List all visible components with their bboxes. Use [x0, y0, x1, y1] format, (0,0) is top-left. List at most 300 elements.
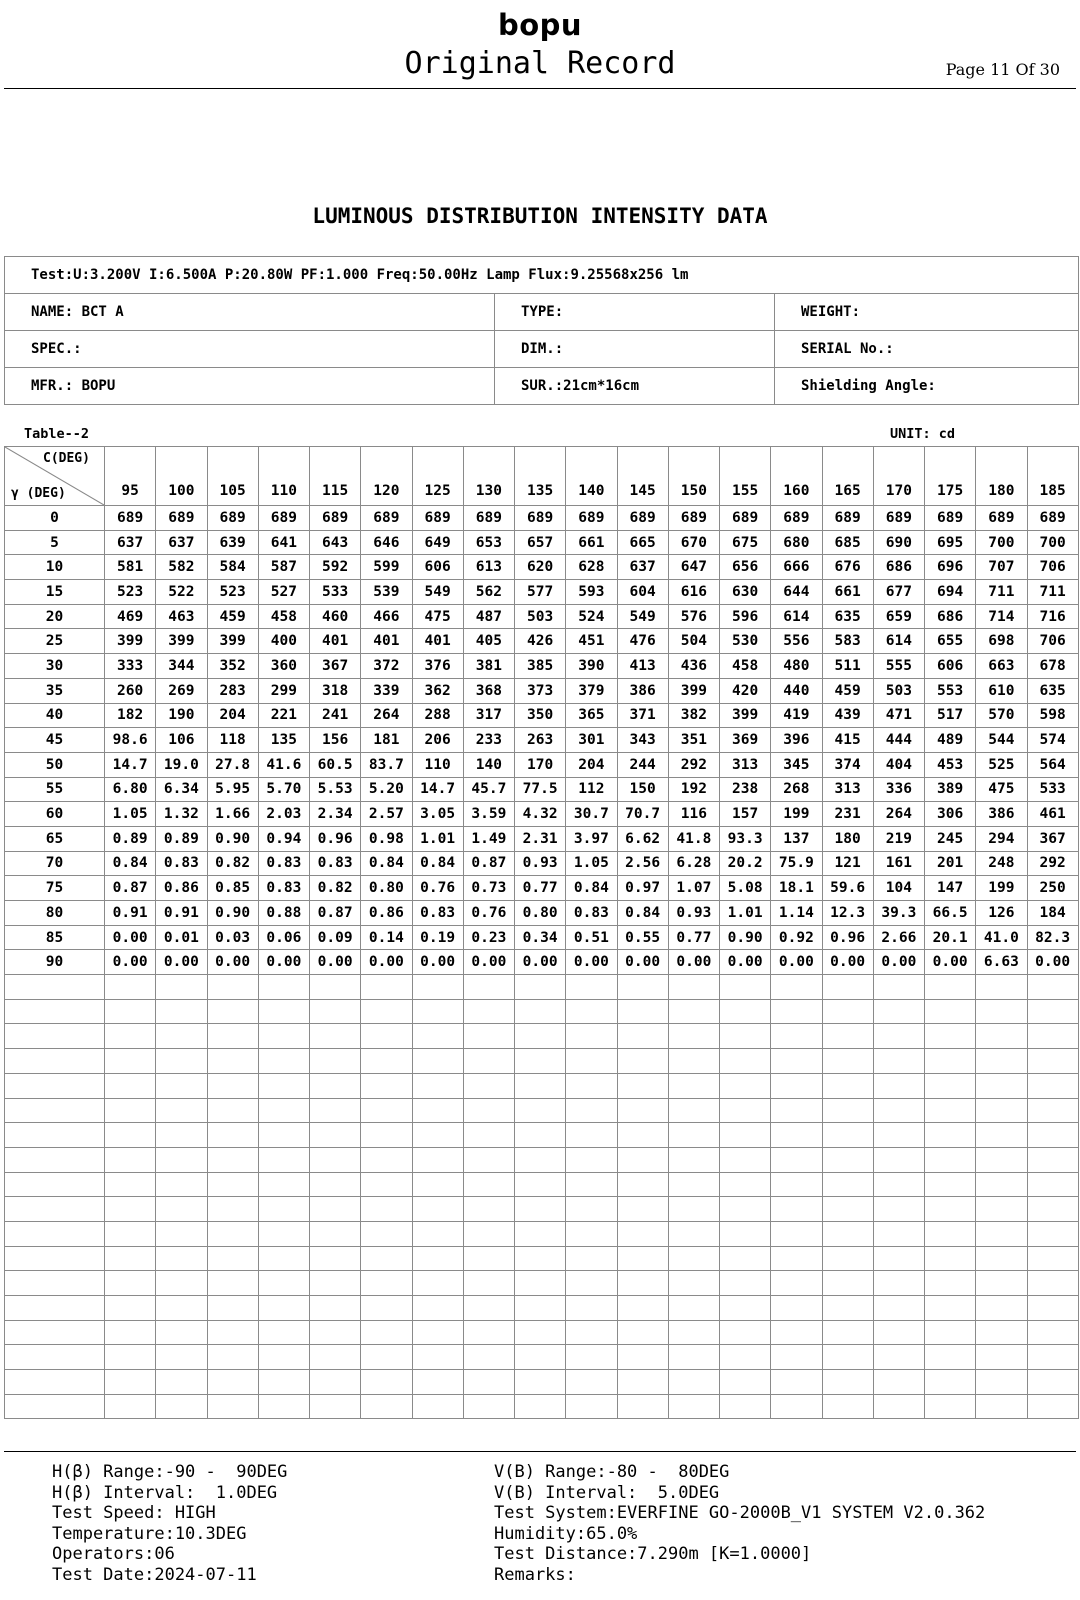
empty-cell	[1027, 1370, 1078, 1395]
empty-cell	[925, 1073, 976, 1098]
empty-cell	[720, 1296, 771, 1321]
empty-cell	[258, 1271, 309, 1296]
intensity-cell: 157	[720, 802, 771, 827]
intensity-cell: 264	[873, 802, 924, 827]
empty-cell	[207, 1073, 258, 1098]
empty-cell	[105, 1370, 156, 1395]
empty-cell	[822, 975, 873, 1000]
empty-cell	[463, 1073, 514, 1098]
intensity-cell: 0.83	[310, 851, 361, 876]
intensity-cell: 666	[771, 555, 822, 580]
empty-cell	[515, 1098, 566, 1123]
intensity-cell: 689	[668, 506, 719, 531]
empty-cell	[463, 1098, 514, 1123]
empty-cell	[258, 1172, 309, 1197]
empty-cell	[105, 1221, 156, 1246]
intensity-cell: 689	[925, 506, 976, 531]
intensity-cell: 5.70	[258, 777, 309, 802]
intensity-cell: 264	[361, 703, 412, 728]
intensity-cell: 93.3	[720, 826, 771, 851]
intensity-cell: 459	[822, 678, 873, 703]
table-row	[5, 802, 1079, 827]
empty-cell	[105, 1147, 156, 1172]
intensity-cell: 14.7	[412, 777, 463, 802]
intensity-cell: 0.00	[412, 950, 463, 975]
intensity-cell: 0.80	[515, 901, 566, 926]
empty-cell	[258, 1320, 309, 1345]
empty-cell	[822, 1345, 873, 1370]
intensity-cell: 313	[720, 752, 771, 777]
empty-cell	[412, 1073, 463, 1098]
intensity-cell: 2.03	[258, 802, 309, 827]
intensity-cell: 231	[822, 802, 873, 827]
empty-cell	[617, 1246, 668, 1271]
empty-cell	[207, 1197, 258, 1222]
intensity-cell: 0.84	[566, 876, 617, 901]
empty-cell	[925, 1098, 976, 1123]
empty-cell	[1027, 1271, 1078, 1296]
intensity-cell: 238	[720, 777, 771, 802]
intensity-cell: 116	[668, 802, 719, 827]
intensity-cell: 367	[310, 654, 361, 679]
empty-cell	[310, 999, 361, 1024]
intensity-cell: 689	[156, 506, 207, 531]
table-row	[5, 876, 1079, 901]
intensity-cell: 689	[207, 506, 258, 531]
empty-cell	[771, 1370, 822, 1395]
empty-row	[5, 1296, 1079, 1321]
empty-cell	[156, 1172, 207, 1197]
empty-cell	[925, 1394, 976, 1419]
empty-cell	[515, 975, 566, 1000]
intensity-cell: 0.00	[207, 950, 258, 975]
empty-cell	[412, 1221, 463, 1246]
empty-cell	[463, 1172, 514, 1197]
empty-cell	[258, 1073, 309, 1098]
intensity-cell: 135	[258, 728, 309, 753]
intensity-cell: 371	[617, 703, 668, 728]
empty-cell	[566, 1172, 617, 1197]
intensity-cell: 635	[1027, 678, 1078, 703]
empty-cell	[207, 1098, 258, 1123]
intensity-cell: 0.03	[207, 925, 258, 950]
empty-cell	[156, 1271, 207, 1296]
intensity-cell: 564	[1027, 752, 1078, 777]
empty-cell	[925, 1345, 976, 1370]
intensity-cell: 711	[1027, 580, 1078, 605]
empty-cell	[1027, 975, 1078, 1000]
empty-cell	[668, 1049, 719, 1074]
intensity-cell: 0.00	[771, 950, 822, 975]
empty-cell	[515, 1049, 566, 1074]
weight-field: WEIGHT:	[775, 294, 1079, 331]
empty-cell	[1027, 1221, 1078, 1246]
empty-cell	[720, 1221, 771, 1246]
intensity-cell: 248	[976, 851, 1027, 876]
empty-cell	[207, 1246, 258, 1271]
empty-cell	[668, 1221, 719, 1246]
intensity-cell: 0.82	[310, 876, 361, 901]
intensity-cell: 0.89	[105, 826, 156, 851]
intensity-cell: 0.00	[720, 950, 771, 975]
gamma-cell: 30	[5, 654, 105, 679]
empty-cell	[515, 1147, 566, 1172]
intensity-cell: 460	[310, 604, 361, 629]
intensity-cell: 0.85	[207, 876, 258, 901]
empty-cell	[310, 1197, 361, 1222]
column-header: 105	[207, 447, 258, 506]
test-info-table	[4, 256, 1079, 405]
empty-cell	[1027, 1098, 1078, 1123]
empty-row	[5, 1073, 1079, 1098]
intensity-cell: 584	[207, 555, 258, 580]
empty-cell	[720, 1320, 771, 1345]
empty-cell	[310, 1320, 361, 1345]
empty-cell	[925, 1246, 976, 1271]
intensity-cell: 386	[976, 802, 1027, 827]
intensity-cell: 362	[412, 678, 463, 703]
empty-cell	[156, 975, 207, 1000]
empty-cell	[822, 999, 873, 1024]
empty-cell	[258, 1098, 309, 1123]
empty-cell	[5, 1320, 105, 1345]
intensity-cell: 184	[1027, 901, 1078, 926]
empty-cell	[771, 1073, 822, 1098]
empty-cell	[156, 1320, 207, 1345]
empty-cell	[1027, 1123, 1078, 1148]
empty-cell	[1027, 1394, 1078, 1419]
empty-cell	[617, 1345, 668, 1370]
gamma-cell: 90	[5, 950, 105, 975]
empty-cell	[976, 1147, 1027, 1172]
empty-cell	[668, 1024, 719, 1049]
empty-cell	[412, 1098, 463, 1123]
empty-cell	[5, 1123, 105, 1148]
empty-cell	[207, 1147, 258, 1172]
empty-cell	[361, 1320, 412, 1345]
empty-cell	[771, 1320, 822, 1345]
empty-cell	[1027, 1024, 1078, 1049]
empty-cell	[463, 1345, 514, 1370]
empty-cell	[258, 1394, 309, 1419]
empty-cell	[105, 999, 156, 1024]
intensity-cell: 706	[1027, 555, 1078, 580]
empty-row	[5, 1197, 1079, 1222]
empty-cell	[925, 975, 976, 1000]
intensity-cell: 386	[617, 678, 668, 703]
intensity-cell: 5.20	[361, 777, 412, 802]
empty-cell	[976, 999, 1027, 1024]
intensity-table	[4, 446, 1079, 1419]
intensity-cell: 343	[617, 728, 668, 753]
intensity-cell: 637	[105, 530, 156, 555]
empty-cell	[668, 1246, 719, 1271]
empty-cell	[720, 1098, 771, 1123]
empty-cell	[361, 1049, 412, 1074]
intensity-cell: 593	[566, 580, 617, 605]
intensity-cell: 313	[822, 777, 873, 802]
intensity-cell: 503	[873, 678, 924, 703]
intensity-cell: 268	[771, 777, 822, 802]
empty-cell	[720, 1345, 771, 1370]
empty-cell	[873, 975, 924, 1000]
intensity-cell: 0.96	[822, 925, 873, 950]
empty-cell	[361, 1246, 412, 1271]
empty-cell	[412, 1246, 463, 1271]
empty-cell	[156, 1024, 207, 1049]
table-row	[5, 728, 1079, 753]
intensity-cell: 0.14	[361, 925, 412, 950]
empty-cell	[1027, 1073, 1078, 1098]
intensity-cell: 647	[668, 555, 719, 580]
empty-cell	[976, 1172, 1027, 1197]
intensity-cell: 689	[617, 506, 668, 531]
intensity-cell: 576	[668, 604, 719, 629]
empty-cell	[156, 1345, 207, 1370]
empty-cell	[258, 1345, 309, 1370]
empty-cell	[207, 975, 258, 1000]
table-row	[5, 555, 1079, 580]
table-row	[5, 530, 1079, 555]
empty-cell	[310, 1098, 361, 1123]
empty-cell	[668, 1172, 719, 1197]
empty-cell	[976, 1370, 1027, 1395]
empty-cell	[976, 1271, 1027, 1296]
intensity-cell: 0.90	[720, 925, 771, 950]
empty-cell	[976, 1221, 1027, 1246]
intensity-cell: 368	[463, 678, 514, 703]
intensity-cell: 106	[156, 728, 207, 753]
empty-cell	[5, 1246, 105, 1271]
empty-cell	[873, 1320, 924, 1345]
empty-cell	[5, 1394, 105, 1419]
intensity-cell: 206	[412, 728, 463, 753]
intensity-cell: 306	[925, 802, 976, 827]
empty-cell	[873, 1172, 924, 1197]
empty-row	[5, 1320, 1079, 1345]
intensity-cell: 522	[156, 580, 207, 605]
intensity-cell: 714	[976, 604, 1027, 629]
table-row	[5, 629, 1079, 654]
intensity-cell: 104	[873, 876, 924, 901]
temperature: Temperature:10.3DEG	[52, 1523, 247, 1544]
empty-cell	[566, 1049, 617, 1074]
intensity-cell: 401	[412, 629, 463, 654]
empty-cell	[1027, 1172, 1078, 1197]
intensity-cell: 0.77	[668, 925, 719, 950]
empty-cell	[720, 1394, 771, 1419]
empty-cell	[207, 1370, 258, 1395]
intensity-cell: 630	[720, 580, 771, 605]
empty-cell	[771, 1172, 822, 1197]
column-header: 180	[976, 447, 1027, 506]
empty-cell	[310, 1345, 361, 1370]
intensity-cell: 399	[668, 678, 719, 703]
intensity-cell: 0.73	[463, 876, 514, 901]
gamma-cell: 75	[5, 876, 105, 901]
table-row	[5, 654, 1079, 679]
empty-cell	[258, 975, 309, 1000]
intensity-cell: 574	[1027, 728, 1078, 753]
column-header: 130	[463, 447, 514, 506]
empty-cell	[156, 1197, 207, 1222]
empty-cell	[207, 999, 258, 1024]
empty-row	[5, 1049, 1079, 1074]
gamma-axis-label: γ (DEG)	[11, 486, 66, 501]
intensity-cell: 0.09	[310, 925, 361, 950]
empty-cell	[515, 1394, 566, 1419]
type-field: TYPE:	[495, 294, 775, 331]
intensity-cell: 27.8	[207, 752, 258, 777]
intensity-cell: 19.0	[156, 752, 207, 777]
table-row	[5, 777, 1079, 802]
intensity-cell: 0.01	[156, 925, 207, 950]
column-header: 160	[771, 447, 822, 506]
intensity-cell: 241	[310, 703, 361, 728]
name-field: NAME: BCT A	[5, 294, 495, 331]
empty-cell	[5, 1049, 105, 1074]
empty-cell	[771, 1098, 822, 1123]
h-range: H(β) Range:-90 - 90DEG	[52, 1462, 288, 1482]
intensity-cell: 453	[925, 752, 976, 777]
empty-cell	[361, 1197, 412, 1222]
intensity-cell: 677	[873, 580, 924, 605]
intensity-cell: 440	[771, 678, 822, 703]
empty-cell	[976, 1098, 1027, 1123]
empty-cell	[873, 1024, 924, 1049]
empty-cell	[873, 1221, 924, 1246]
intensity-cell: 6.80	[105, 777, 156, 802]
empty-cell	[617, 1049, 668, 1074]
intensity-cell: 1.01	[412, 826, 463, 851]
intensity-cell: 659	[873, 604, 924, 629]
intensity-cell: 604	[617, 580, 668, 605]
table-label: Table--2	[24, 426, 90, 442]
empty-cell	[5, 999, 105, 1024]
empty-cell	[310, 1147, 361, 1172]
h-interval: H(β) Interval: 1.0DEG	[52, 1482, 278, 1503]
empty-cell	[771, 975, 822, 1000]
empty-cell	[822, 1197, 873, 1222]
empty-cell	[566, 1271, 617, 1296]
empty-cell	[463, 1147, 514, 1172]
empty-cell	[720, 1123, 771, 1148]
empty-cell	[617, 1271, 668, 1296]
intensity-cell: 118	[207, 728, 258, 753]
intensity-cell: 656	[720, 555, 771, 580]
intensity-cell: 0.06	[258, 925, 309, 950]
empty-cell	[566, 1345, 617, 1370]
empty-cell	[925, 1123, 976, 1148]
intensity-cell: 549	[617, 604, 668, 629]
intensity-cell: 0.98	[361, 826, 412, 851]
empty-cell	[463, 1221, 514, 1246]
remarks: Remarks:	[494, 1564, 576, 1585]
intensity-cell: 475	[976, 777, 1027, 802]
empty-cell	[822, 1123, 873, 1148]
intensity-cell: 0.00	[925, 950, 976, 975]
empty-cell	[925, 1221, 976, 1246]
empty-cell	[720, 1197, 771, 1222]
empty-cell	[822, 1147, 873, 1172]
intensity-cell: 685	[822, 530, 873, 555]
dim-field: DIM.:	[495, 331, 775, 368]
empty-row	[5, 1123, 1079, 1148]
intensity-cell: 680	[771, 530, 822, 555]
intensity-cell: 6.34	[156, 777, 207, 802]
test-conditions: Test:U:3.200V I:6.500A P:20.80W PF:1.000 Freq:50.00Hz Lamp Flux:9.25568x256 lm	[5, 257, 1079, 294]
intensity-cell: 0.00	[156, 950, 207, 975]
intensity-cell: 201	[925, 851, 976, 876]
intensity-cell: 2.34	[310, 802, 361, 827]
empty-cell	[463, 1197, 514, 1222]
empty-cell	[412, 1370, 463, 1395]
intensity-cell: 0.00	[873, 950, 924, 975]
intensity-cell: 3.59	[463, 802, 514, 827]
intensity-cell: 339	[361, 678, 412, 703]
intensity-cell: 288	[412, 703, 463, 728]
intensity-cell: 614	[873, 629, 924, 654]
empty-row	[5, 999, 1079, 1024]
empty-cell	[105, 1123, 156, 1148]
intensity-cell: 77.5	[515, 777, 566, 802]
empty-cell	[105, 1172, 156, 1197]
intensity-cell: 696	[925, 555, 976, 580]
empty-cell	[207, 1345, 258, 1370]
intensity-cell: 110	[412, 752, 463, 777]
table-row	[5, 851, 1079, 876]
intensity-cell: 283	[207, 678, 258, 703]
intensity-cell: 41.8	[668, 826, 719, 851]
empty-cell	[617, 1370, 668, 1395]
intensity-cell: 661	[822, 580, 873, 605]
intensity-cell: 399	[207, 629, 258, 654]
intensity-cell: 0.34	[515, 925, 566, 950]
empty-cell	[617, 1320, 668, 1345]
empty-cell	[361, 1098, 412, 1123]
intensity-cell: 689	[361, 506, 412, 531]
empty-row	[5, 975, 1079, 1000]
intensity-cell: 530	[720, 629, 771, 654]
empty-cell	[976, 1197, 1027, 1222]
intensity-cell: 0.00	[515, 950, 566, 975]
empty-cell	[668, 1147, 719, 1172]
empty-cell	[5, 975, 105, 1000]
intensity-cell: 426	[515, 629, 566, 654]
intensity-cell: 1.14	[771, 901, 822, 926]
empty-cell	[566, 1098, 617, 1123]
intensity-cell: 598	[1027, 703, 1078, 728]
intensity-cell: 439	[822, 703, 873, 728]
empty-cell	[207, 1320, 258, 1345]
intensity-cell: 0.51	[566, 925, 617, 950]
empty-cell	[822, 1098, 873, 1123]
empty-cell	[566, 1147, 617, 1172]
intensity-cell: 6.28	[668, 851, 719, 876]
empty-cell	[566, 1394, 617, 1419]
intensity-cell: 45.7	[463, 777, 514, 802]
intensity-cell: 404	[873, 752, 924, 777]
intensity-cell: 698	[976, 629, 1027, 654]
intensity-cell: 30.7	[566, 802, 617, 827]
empty-cell	[5, 1296, 105, 1321]
empty-cell	[873, 1197, 924, 1222]
empty-row	[5, 1394, 1079, 1419]
intensity-cell: 180	[822, 826, 873, 851]
intensity-cell: 555	[873, 654, 924, 679]
empty-cell	[771, 1221, 822, 1246]
intensity-cell: 637	[617, 555, 668, 580]
